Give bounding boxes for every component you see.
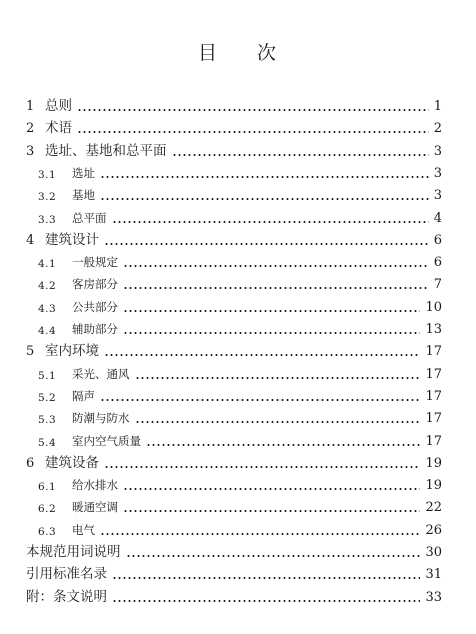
toc-entry-page-number: 17	[422, 434, 442, 449]
toc-entry-number: 4.3	[38, 302, 57, 315]
toc-leader-dots	[112, 221, 429, 223]
toc-leader-dots	[123, 287, 429, 289]
toc-entry-page-number: 19	[422, 456, 442, 471]
toc-entry-label: 暖通空调	[72, 499, 121, 515]
toc-entry-label: 建筑设备	[45, 451, 102, 471]
toc-entry[interactable]	[0, 116, 476, 138]
toc-leader-dots	[104, 243, 429, 245]
toc-entry[interactable]	[0, 406, 476, 428]
toc-leader-dots	[100, 176, 429, 178]
toc-entry-label: 室内空气质量	[72, 433, 144, 449]
toc-entry-number: 5.2	[38, 391, 57, 404]
toc-entry-number: 3.2	[38, 191, 57, 204]
toc-entry-page-number: 33	[422, 590, 442, 605]
toc-entry-page-number: 10	[422, 300, 442, 315]
toc-entry[interactable]	[0, 94, 476, 116]
toc-entry-label: 室内环境	[45, 339, 102, 359]
toc-entry-page-number: 3	[431, 166, 442, 181]
toc-entry[interactable]	[0, 384, 476, 406]
toc-leader-dots	[123, 332, 420, 334]
toc-entry-label: 建筑设计	[45, 228, 102, 248]
toc-entry-label: 辅助部分	[72, 321, 121, 337]
toc-entry-label: 采光、通风	[72, 366, 133, 382]
toc-entry[interactable]	[0, 495, 476, 517]
toc-entry-page-number: 2	[431, 121, 442, 136]
toc-leader-dots	[77, 131, 429, 133]
toc-entry-number: 4.4	[38, 325, 57, 337]
toc-entry-number: 6.1	[38, 481, 57, 494]
toc-entry-number: 6.3	[38, 525, 57, 538]
toc-entry-number: 5.3	[38, 414, 57, 427]
toc-entry-page-number: 6	[431, 255, 442, 270]
toc-entry-page-number: 17	[422, 367, 442, 382]
toc-entry-label: 附：条文说明	[26, 585, 110, 605]
toc-entry-number: 6	[26, 455, 35, 471]
toc-entry[interactable]	[0, 585, 476, 607]
toc-entry-page-number: 26	[422, 523, 442, 538]
toc-leader-dots	[135, 377, 420, 379]
toc-entry-page-number: 17	[422, 389, 442, 404]
toc-leader-dots	[104, 354, 420, 356]
toc-entry-page-number: 17	[422, 344, 442, 359]
toc-leader-dots	[77, 109, 429, 111]
title-char-2: 次	[257, 42, 279, 64]
toc-entry-label: 总平面	[72, 210, 110, 226]
toc-entry-page-number: 17	[422, 411, 442, 426]
toc-entry[interactable]	[0, 295, 476, 317]
toc-entry[interactable]	[0, 161, 476, 183]
toc-entry-label: 公共部分	[72, 299, 121, 315]
toc-entry-page-number: 4	[431, 211, 442, 226]
toc-entry-number: 5	[26, 344, 35, 360]
toc-entry[interactable]	[0, 272, 476, 294]
toc-entry-page-number: 1	[431, 99, 442, 114]
toc-entry-number: 3.3	[38, 213, 57, 226]
toc-leader-dots	[123, 510, 420, 512]
toc-entry[interactable]	[0, 518, 476, 540]
toc-leader-dots	[112, 577, 420, 579]
toc-entry-number: 4.1	[38, 258, 57, 271]
toc-entry-label: 术语	[45, 116, 75, 136]
toc-entry[interactable]	[0, 562, 476, 584]
toc-leader-dots	[123, 488, 420, 490]
toc-entry-label: 防潮与防水	[72, 410, 133, 426]
toc-entry-label: 选址、基地和总平面	[45, 139, 170, 159]
toc-entry[interactable]	[0, 362, 476, 384]
toc-entry-label: 给水排水	[72, 477, 121, 493]
toc-entry-label: 引用标准名录	[26, 562, 110, 582]
toc-leader-dots	[112, 600, 420, 602]
toc-entry[interactable]	[0, 183, 476, 205]
toc-entry-number: 3	[26, 143, 35, 159]
toc-entry[interactable]	[0, 540, 476, 562]
toc-entry[interactable]	[0, 451, 476, 473]
toc-entry[interactable]	[0, 228, 476, 250]
toc-entry-page-number: 19	[422, 478, 442, 493]
toc-leader-dots	[100, 399, 420, 401]
toc-leader-dots	[126, 555, 420, 557]
toc-leader-dots	[123, 310, 420, 312]
page-title	[0, 38, 476, 65]
toc-entry[interactable]	[0, 429, 476, 451]
toc-entry[interactable]	[0, 339, 476, 361]
toc-leader-dots	[100, 533, 420, 535]
toc-leader-dots	[123, 265, 429, 267]
toc-entry[interactable]	[0, 206, 476, 228]
toc-entry[interactable]	[0, 473, 476, 495]
toc-entry-label: 总则	[45, 94, 75, 114]
toc-entry-label: 选址	[72, 165, 98, 181]
toc-leader-dots	[104, 466, 420, 468]
toc-entry-page-number: 7	[431, 277, 442, 292]
toc-entry-label: 本规范用词说明	[26, 540, 124, 560]
toc-leader-dots	[135, 421, 420, 423]
toc-entry-number: 5.1	[38, 369, 57, 382]
toc-entry-number: 2	[26, 121, 35, 137]
toc-entry-label: 电气	[72, 522, 98, 538]
toc-entry-label: 基地	[72, 187, 98, 203]
toc-entry-page-number: 30	[422, 545, 442, 560]
toc-entry-page-number: 22	[422, 500, 442, 515]
toc-entry-number: 6.2	[38, 503, 57, 516]
toc-entry-page-number: 13	[422, 322, 442, 337]
toc-leader-dots	[100, 198, 429, 200]
toc-entry-page-number: 3	[431, 188, 442, 203]
toc-entry-number: 4	[26, 232, 35, 248]
toc-entry-page-number: 3	[431, 144, 442, 159]
toc-entry-number: 5.4	[38, 436, 57, 449]
toc-entry-label: 隔声	[72, 388, 98, 404]
toc-entry-number: 4.2	[38, 280, 57, 293]
toc-entry-label: 一般规定	[72, 254, 121, 270]
toc-entry-label: 客房部分	[72, 276, 121, 292]
toc-entry[interactable]	[0, 250, 476, 272]
toc-entry[interactable]	[0, 317, 476, 339]
toc-entry-number: 3.1	[38, 168, 57, 181]
title-char-1: 目	[197, 42, 219, 64]
toc-entry-number: 1	[26, 99, 35, 114]
toc-leader-dots	[172, 154, 429, 156]
toc-leader-dots	[146, 444, 420, 446]
toc-entry-page-number: 31	[422, 567, 442, 582]
toc-entry[interactable]	[0, 139, 476, 161]
toc-entry-page-number: 6	[431, 233, 442, 248]
